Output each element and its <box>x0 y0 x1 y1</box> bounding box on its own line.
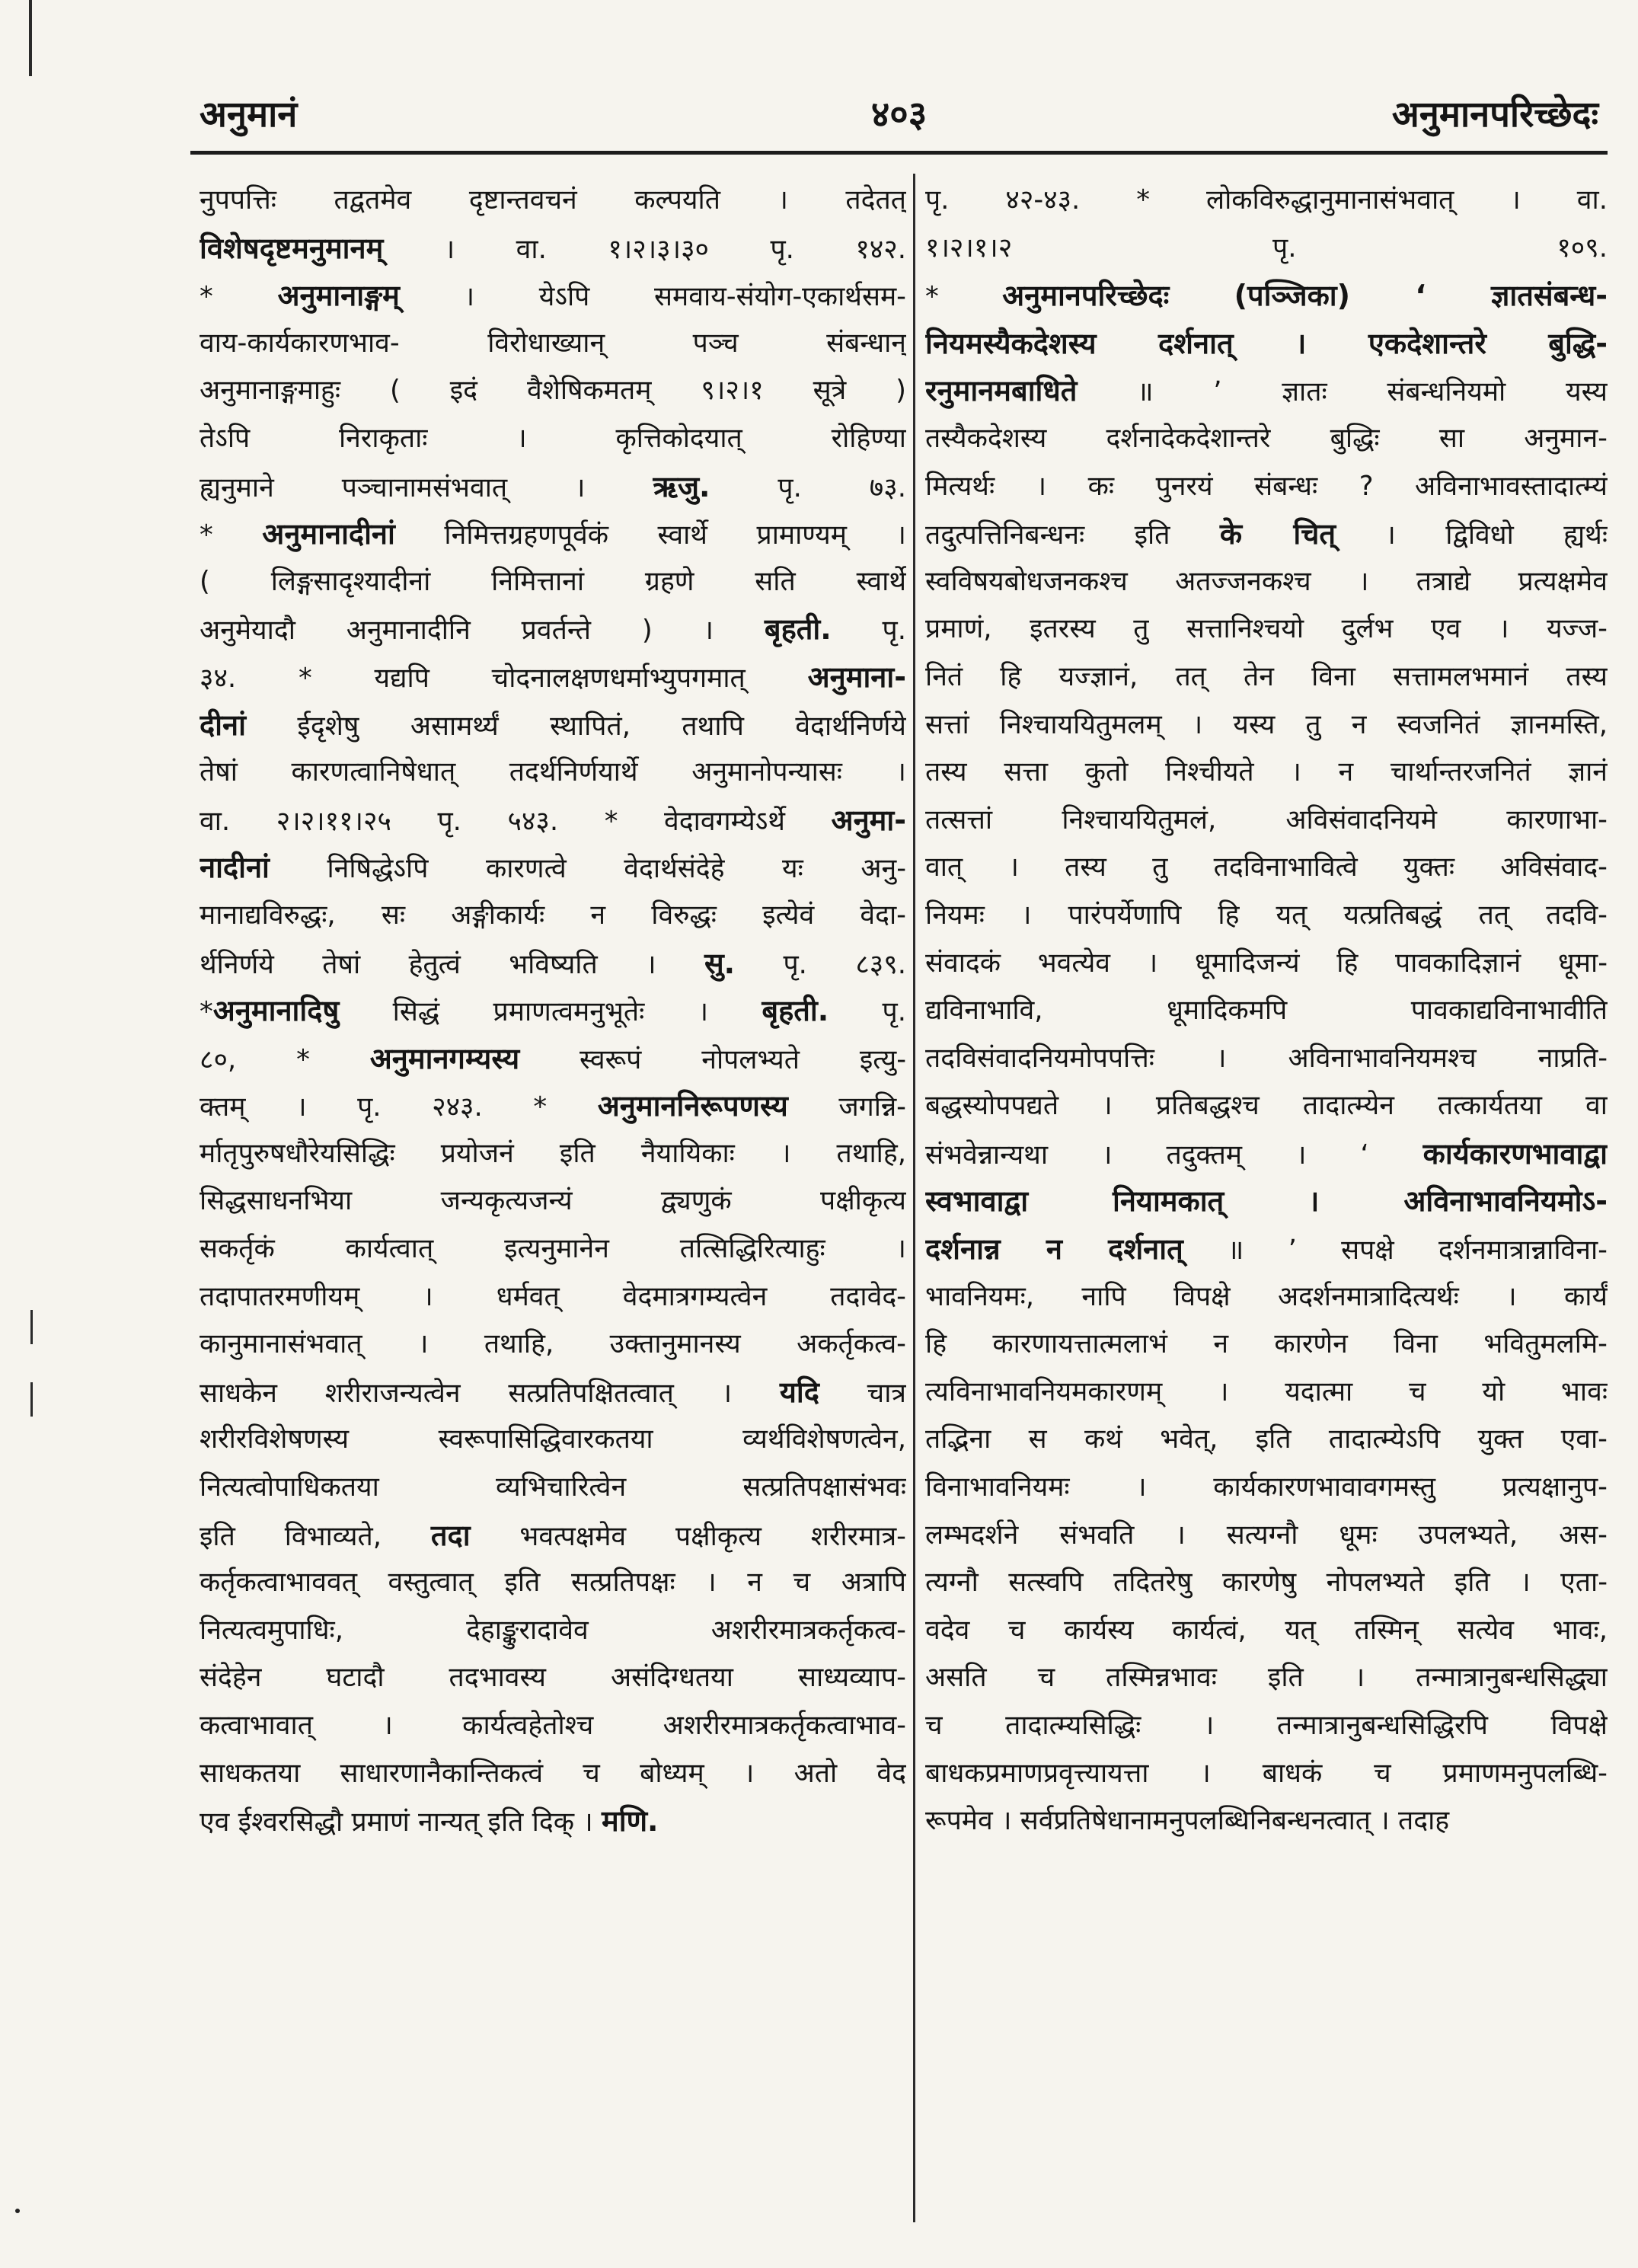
running-header <box>200 82 1598 143</box>
text-segment: बद्धस्योपपद्यते । प्रतिबद्धश्च तादात्म्येन तत्कार्यतया वा <box>925 1090 1608 1122</box>
text-line <box>200 1750 906 1798</box>
text-line <box>200 701 906 749</box>
text-line <box>925 1702 1608 1750</box>
text-line <box>925 1035 1608 1083</box>
header-rule <box>190 151 1608 155</box>
text-line <box>200 1321 906 1369</box>
text-line <box>925 225 1608 273</box>
text-segment: । येऽपि समवाय-संयोग-एकार्थसम- <box>399 281 906 313</box>
text-segment: नित्यत्वोपाधिकतया व्यभिचारित्वेन सत्प्रतिपक्षासंभवः <box>200 1471 906 1503</box>
text-line <box>925 1177 1608 1225</box>
text-segment: प्रमाणं, इतरस्य तु सत्तानिश्चयो दुर्लभ एव । यज्ज- <box>925 613 1608 645</box>
text-line <box>200 1654 906 1702</box>
text-segment: संवादकं भवत्येव । धूमादिजन्यं हि पावकादिज्ञानं धूमा- <box>925 947 1608 979</box>
text-line <box>925 320 1608 368</box>
text-segment: हि कारणायत्तात्मलाभं न कारणेन विना भवितुमलमि- <box>925 1328 1608 1360</box>
text-line <box>200 367 906 415</box>
text-line <box>925 367 1608 415</box>
text-segment: * <box>200 519 263 551</box>
text-segment: पृ. ८३९. <box>735 948 906 980</box>
bold-term: रनुमानमबाधिते <box>925 374 1078 408</box>
text-line <box>200 1082 906 1130</box>
text-segment: कर्तृकत्वाभाववत् वस्तुत्वात् इति सत्प्रतिपक्षः । न च अत्रापि <box>200 1567 906 1599</box>
text-segment: जगन्नि- <box>787 1091 906 1123</box>
text-line <box>200 797 906 845</box>
bold-term: स्वभावाद्वा नियामकात् । अविनाभावनियमोऽ- <box>925 1184 1608 1219</box>
left-margin-mark <box>30 1382 33 1417</box>
left-margin-mark <box>30 1310 33 1344</box>
text-segment: त्यविनाभावनियमकारणम् । यदात्मा च यो भावः <box>925 1375 1608 1407</box>
text-line <box>925 1559 1608 1607</box>
text-segment: सिद्धसाधनभिया जन्यकृत्यजन्यं द्व्यणुकं पक्षीकृत्य <box>200 1185 906 1217</box>
text-segment: वा. २।२।११।२५ पृ. ५४३. * वेदावगम्येऽर्थे <box>200 805 832 837</box>
text-line <box>200 1225 906 1273</box>
header-left-title: अनुमानं <box>200 94 298 136</box>
text-line <box>925 1273 1608 1321</box>
text-line <box>925 653 1608 701</box>
text-segment: तत्सत्तां निश्चाययितुमलं, अविसंवादनियमे कारणाभा- <box>925 803 1608 835</box>
text-line <box>925 510 1608 558</box>
bold-term: विशेषदृष्टमनुमानम् <box>200 231 384 265</box>
text-line <box>200 1177 906 1225</box>
text-line <box>200 987 906 1035</box>
text-line <box>200 1512 906 1560</box>
text-line <box>200 1559 906 1607</box>
bold-term: अनुमानादीनां <box>262 517 395 551</box>
text-line <box>925 1607 1608 1655</box>
text-segment: एव ईश्वरसिद्धौ प्रमाणं नान्यत् इति दिक् । <box>200 1806 602 1838</box>
text-line <box>200 749 906 797</box>
text-line <box>200 463 906 511</box>
text-line <box>925 987 1608 1035</box>
text-segment: तेऽपि निराकृताः । कृत्तिकोदयात् रोहिण्या <box>200 422 906 454</box>
text-line <box>200 558 906 606</box>
bold-term: सु. <box>704 946 736 980</box>
text-line <box>925 940 1608 988</box>
text-segment: मानाद्यविरुद्धः, सः अङ्गीकार्यः न विरुद्धः इत्येवं वेदा- <box>200 899 906 931</box>
text-segment: नुपपत्तिः तद्वतमेव दृष्टान्तवचनं कल्पयति । तदेतत् <box>200 184 906 216</box>
text-segment: । वा. १।२।३।३० पृ. १४२. <box>383 233 906 265</box>
text-line <box>925 1321 1608 1369</box>
text-line <box>925 1464 1608 1512</box>
text-line <box>200 320 906 368</box>
text-segment: निषिद्धेऽपि कारणत्वे वेदार्थसंदेहे यः अनु- <box>269 853 906 885</box>
left-column <box>200 177 906 1845</box>
text-segment: स्वविषयबोधजनकश्च अतज्जनकश्च । तत्राद्ये प्रत्यक्षमेव <box>925 565 1608 597</box>
text-line <box>925 272 1608 320</box>
margin-dot <box>15 2209 20 2213</box>
text-segment: वदेव च कार्यस्य कार्यत्वं, यत् तस्मिन् सत्येव भावः, <box>925 1614 1608 1646</box>
text-line <box>925 797 1608 845</box>
text-segment: नित्यत्वमुपाधिः, देहाङ्कुरादावेव अशरीरमात्रकर्तृकत्व- <box>200 1614 906 1646</box>
text-segment: च तादात्म्यसिद्धिः । तन्मात्रानुबन्धसिद्धिरपि विपक्षे <box>925 1710 1608 1741</box>
text-line <box>200 177 906 225</box>
text-line <box>925 558 1608 606</box>
bold-term: दीनां <box>200 708 246 742</box>
text-segment: ह्यनुमाने पञ्चानामसंभवात् । <box>200 471 653 503</box>
text-line <box>925 1416 1608 1464</box>
text-line <box>925 749 1608 797</box>
text-segment: तदविसंवादनियमोपपत्तिः । अविनाभावनियमश्च नाप्रति- <box>925 1042 1608 1074</box>
text-segment: शरीरविशेषणस्य स्वरूपासिद्धिवारकतया व्यर्थविशेषणत्वेन, <box>200 1423 906 1455</box>
bold-term: कार्यकारणभावाद्वा <box>1422 1136 1608 1171</box>
text-segment: पृ. ४२-४३. * लोकविरुद्धानुमानासंभवात् । वा. <box>925 184 1608 216</box>
text-segment: तस्यैकदेशस्य दर्शनादेकदेशान्तरे बुद्धिः सा अनुमान- <box>925 422 1608 454</box>
text-line <box>200 510 906 558</box>
bold-term: के चित् <box>1219 517 1336 551</box>
text-line <box>200 1130 906 1178</box>
text-segment: इति विभाव्यते, <box>200 1520 431 1552</box>
text-line <box>200 1607 906 1655</box>
text-segment: अनुमेयादौ अनुमानादीनि प्रवर्तन्ते ) । <box>200 615 765 647</box>
text-segment: तद्भिना स कथं भवेत्, इति तादात्म्येऽपि युक्त एवा- <box>925 1423 1608 1455</box>
text-segment: मित्यर्थः । कः पुनरयं संबन्धः ? अविनाभावस्तादात्म्यं <box>925 470 1608 502</box>
text-segment: निमित्तग्रहणपूर्वकं स्वार्थे प्रामाण्यम् । <box>394 519 906 551</box>
text-segment: त्यग्नौ सत्स्वपि तदितरेषु कारणेषु नोपलभ्यते इति । एता- <box>925 1567 1608 1599</box>
text-line <box>200 1797 906 1845</box>
text-segment: ॥ ’ सपक्षे दर्शनमात्रान्नाविना- <box>1183 1235 1608 1267</box>
text-segment: सकर्तृकं कार्यत्वात् इत्यनुमानेन तत्सिद्धिरित्याहुः । <box>200 1233 906 1265</box>
bold-term: ऋजु. <box>653 469 710 503</box>
text-segment: द्यविनाभावि, धूमादिकमपि पावकाद्यविनाभावीति <box>925 995 1608 1027</box>
text-segment: साधकतया साधारणानैकान्तिकत्वं च बोध्यम् । अतो वेद <box>200 1757 906 1789</box>
bold-term: यदि <box>779 1375 819 1409</box>
left-margin-mark <box>29 0 32 76</box>
text-segment: अनुमानाङ्गमाहुः ( इदं वैशेषिकमतम् ९।२।१ सूत्रे ) <box>200 375 906 407</box>
right-column <box>925 177 1608 1845</box>
bold-term: दर्शनान्न न दर्शनात् <box>925 1232 1183 1267</box>
text-line <box>200 1035 906 1083</box>
text-line <box>925 844 1608 892</box>
text-line <box>200 272 906 320</box>
text-line <box>925 1369 1608 1417</box>
text-segment: असति च तस्मिन्नभावः इति । तन्मात्रानुबन्धसिद्ध्या <box>925 1662 1608 1694</box>
header-right-title: अनुमानपरिच्छेदः <box>1391 94 1598 136</box>
text-segment: सिद्धं प्रमाणत्वमनुभूतेः । <box>339 996 762 1028</box>
text-segment: साधकेन शरीराजन्यत्वेन सत्प्रतिपक्षितत्वात् । <box>200 1377 780 1409</box>
text-segment: पृ. <box>829 996 906 1028</box>
text-segment: ८०, * <box>200 1043 370 1075</box>
text-line <box>925 1512 1608 1560</box>
bold-term: अनुमाना- <box>807 660 906 694</box>
text-segment: वात् । तस्य तु तदविनाभावित्वे युक्तः अविसंवाद- <box>925 851 1608 883</box>
text-segment: ईदृशेषु असामर्थ्यं स्थापितं, तथापि वेदार्थनिर्णये <box>245 710 906 742</box>
text-segment: संदेहेन घटादौ तदभावस्य असंदिग्धतया साध्यव्याप- <box>200 1662 906 1694</box>
page-number: ४०३ <box>870 94 928 136</box>
text-segment: । द्विविधो ह्यर्थः <box>1336 519 1608 551</box>
text-line <box>200 605 906 653</box>
text-segment: ३४. * यद्यपि चोदनालक्षणधर्माभ्युपगमात् <box>200 662 808 694</box>
text-line <box>200 892 906 940</box>
bold-term: बृहती. <box>762 994 829 1028</box>
bold-term: अनुमानपरिच्छेदः (पञ्जिका) ‘ ज्ञातसंबन्ध- <box>1002 279 1608 313</box>
text-line <box>200 1416 906 1464</box>
bold-term: नादीनां <box>200 851 270 885</box>
text-segment: वाय-कार्यकारणभाव- विरोधाख्यान् पञ्च संबन्धान् <box>200 327 906 359</box>
text-segment: र्मातृपुरुषधौरेयसिद्धिः प्रयोजनं इति नैयायिकाः । तथाहि, <box>200 1137 906 1169</box>
text-segment: तेषां कारणत्वानिषेधात् तदर्थनिर्णयार्थे अनुमानोपन्यासः । <box>200 756 906 788</box>
text-segment: चात्र <box>819 1377 906 1409</box>
text-segment: भावनियमः, नापि विपक्षे अदर्शनमात्रादित्यर्थः । कार्यं <box>925 1280 1608 1312</box>
column-divider <box>913 174 915 2222</box>
text-segment: बाधकप्रमाणप्रवृत्त्यायत्ता । बाधकं च प्रमाणमनुपलब्धि- <box>925 1757 1608 1789</box>
text-segment: कानुमानासंभवात् । तथाहि, उक्तानुमानस्य अकर्तृकत्व- <box>200 1328 906 1360</box>
text-segment: पृ. <box>831 615 906 647</box>
text-line <box>925 1082 1608 1130</box>
text-segment: स्वरूपं नोपलभ्यते इत्यु- <box>519 1043 906 1075</box>
text-line <box>200 1702 906 1750</box>
text-segment: १।२।१।२ पृ. १०९. <box>925 232 1608 264</box>
bold-term: अनुमानगम्यस्य <box>369 1041 520 1075</box>
text-line <box>200 1369 906 1417</box>
text-segment: नियमः । पारंपर्येणापि हि यत् यत्प्रतिबद्धं तत् तदवि- <box>925 899 1608 931</box>
text-segment: पृ. ७३. <box>710 471 906 503</box>
text-line <box>925 463 1608 511</box>
text-line <box>200 844 906 892</box>
text-line <box>925 892 1608 940</box>
text-line <box>200 940 906 988</box>
text-segment: संभवेन्नान्यथा । तदुक्तम् । ‘ <box>925 1139 1423 1171</box>
text-segment: भवत्पक्षमेव पक्षीकृत्य शरीरमात्र- <box>470 1520 906 1552</box>
text-segment: * <box>200 996 213 1028</box>
text-line <box>925 1225 1608 1273</box>
text-segment: तस्य सत्ता कुतो निश्चीयते । न चार्थान्तरजनितं ज्ञानं <box>925 756 1608 788</box>
text-segment: तदापातरमणीयम् । धर्मवत् वेदमात्रगम्यत्वेन तदावेद- <box>200 1280 906 1312</box>
bold-term: नियमस्यैकदेशस्य दर्शनात् । एकदेशान्तरे बुद्धि- <box>925 326 1608 360</box>
bold-term: अनुमा- <box>831 803 906 837</box>
text-line <box>200 415 906 463</box>
text-line <box>925 701 1608 749</box>
text-line <box>200 1273 906 1321</box>
bold-term: बृहती. <box>764 612 832 647</box>
text-segment: क्तम् । पृ. २४३. * <box>200 1091 598 1123</box>
text-line <box>200 225 906 273</box>
bold-term: अनुमाननिरूपणस्य <box>597 1089 788 1123</box>
bold-term: तदा <box>430 1518 471 1552</box>
text-line <box>925 1654 1608 1702</box>
text-line <box>925 1750 1608 1798</box>
text-segment: ॥ ’ ज्ञातः संबन्धनियमो यस्य <box>1077 376 1608 408</box>
text-segment: र्थनिर्णये तेषां हेतुत्वं भविष्यति । <box>200 948 704 980</box>
text-segment: ( लिङ्गसादृश्यादीनां निमित्तानां ग्रहणे सति स्वार्थे <box>200 565 906 597</box>
text-segment: * <box>200 281 278 313</box>
bold-term: मणि. <box>602 1804 659 1838</box>
bold-term: अनुमानादिषु <box>212 994 340 1028</box>
text-segment: सत्तां निश्चाययितुमलम् । यस्य तु न स्वजनितं ज्ञानमस्ति, <box>925 708 1608 740</box>
text-segment: तदुत्पत्तिनिबन्धनः इति <box>925 519 1220 551</box>
text-segment: रूपमेव । सर्वप्रतिषेधानामनुपलब्धिनिबन्धनत्वात् । तदाह <box>925 1805 1450 1837</box>
text-line <box>925 177 1608 225</box>
text-segment: नितं हि यज्ज्ञानं, तत् तेन विना सत्तामलभमानं तस्य <box>925 660 1608 692</box>
text-line <box>200 653 906 701</box>
text-line <box>200 1464 906 1512</box>
text-segment: विनाभावनियमः । कार्यकारणभावावगमस्तु प्रत्यक्षानुप- <box>925 1471 1608 1503</box>
text-line <box>925 415 1608 463</box>
text-segment: कत्वाभावात् । कार्यत्वहेतोश्च अशरीरमात्रकर्तृकत्वाभाव- <box>200 1710 906 1741</box>
text-segment: लम्भदर्शने संभवति । सत्यग्नौ धूमः उपलभ्यते, अस- <box>925 1519 1608 1551</box>
bold-term: अनुमानाङ्गम् <box>277 279 400 313</box>
text-line <box>925 1130 1608 1178</box>
text-segment: * <box>925 281 1003 313</box>
text-line <box>925 1797 1608 1845</box>
text-line <box>925 605 1608 653</box>
